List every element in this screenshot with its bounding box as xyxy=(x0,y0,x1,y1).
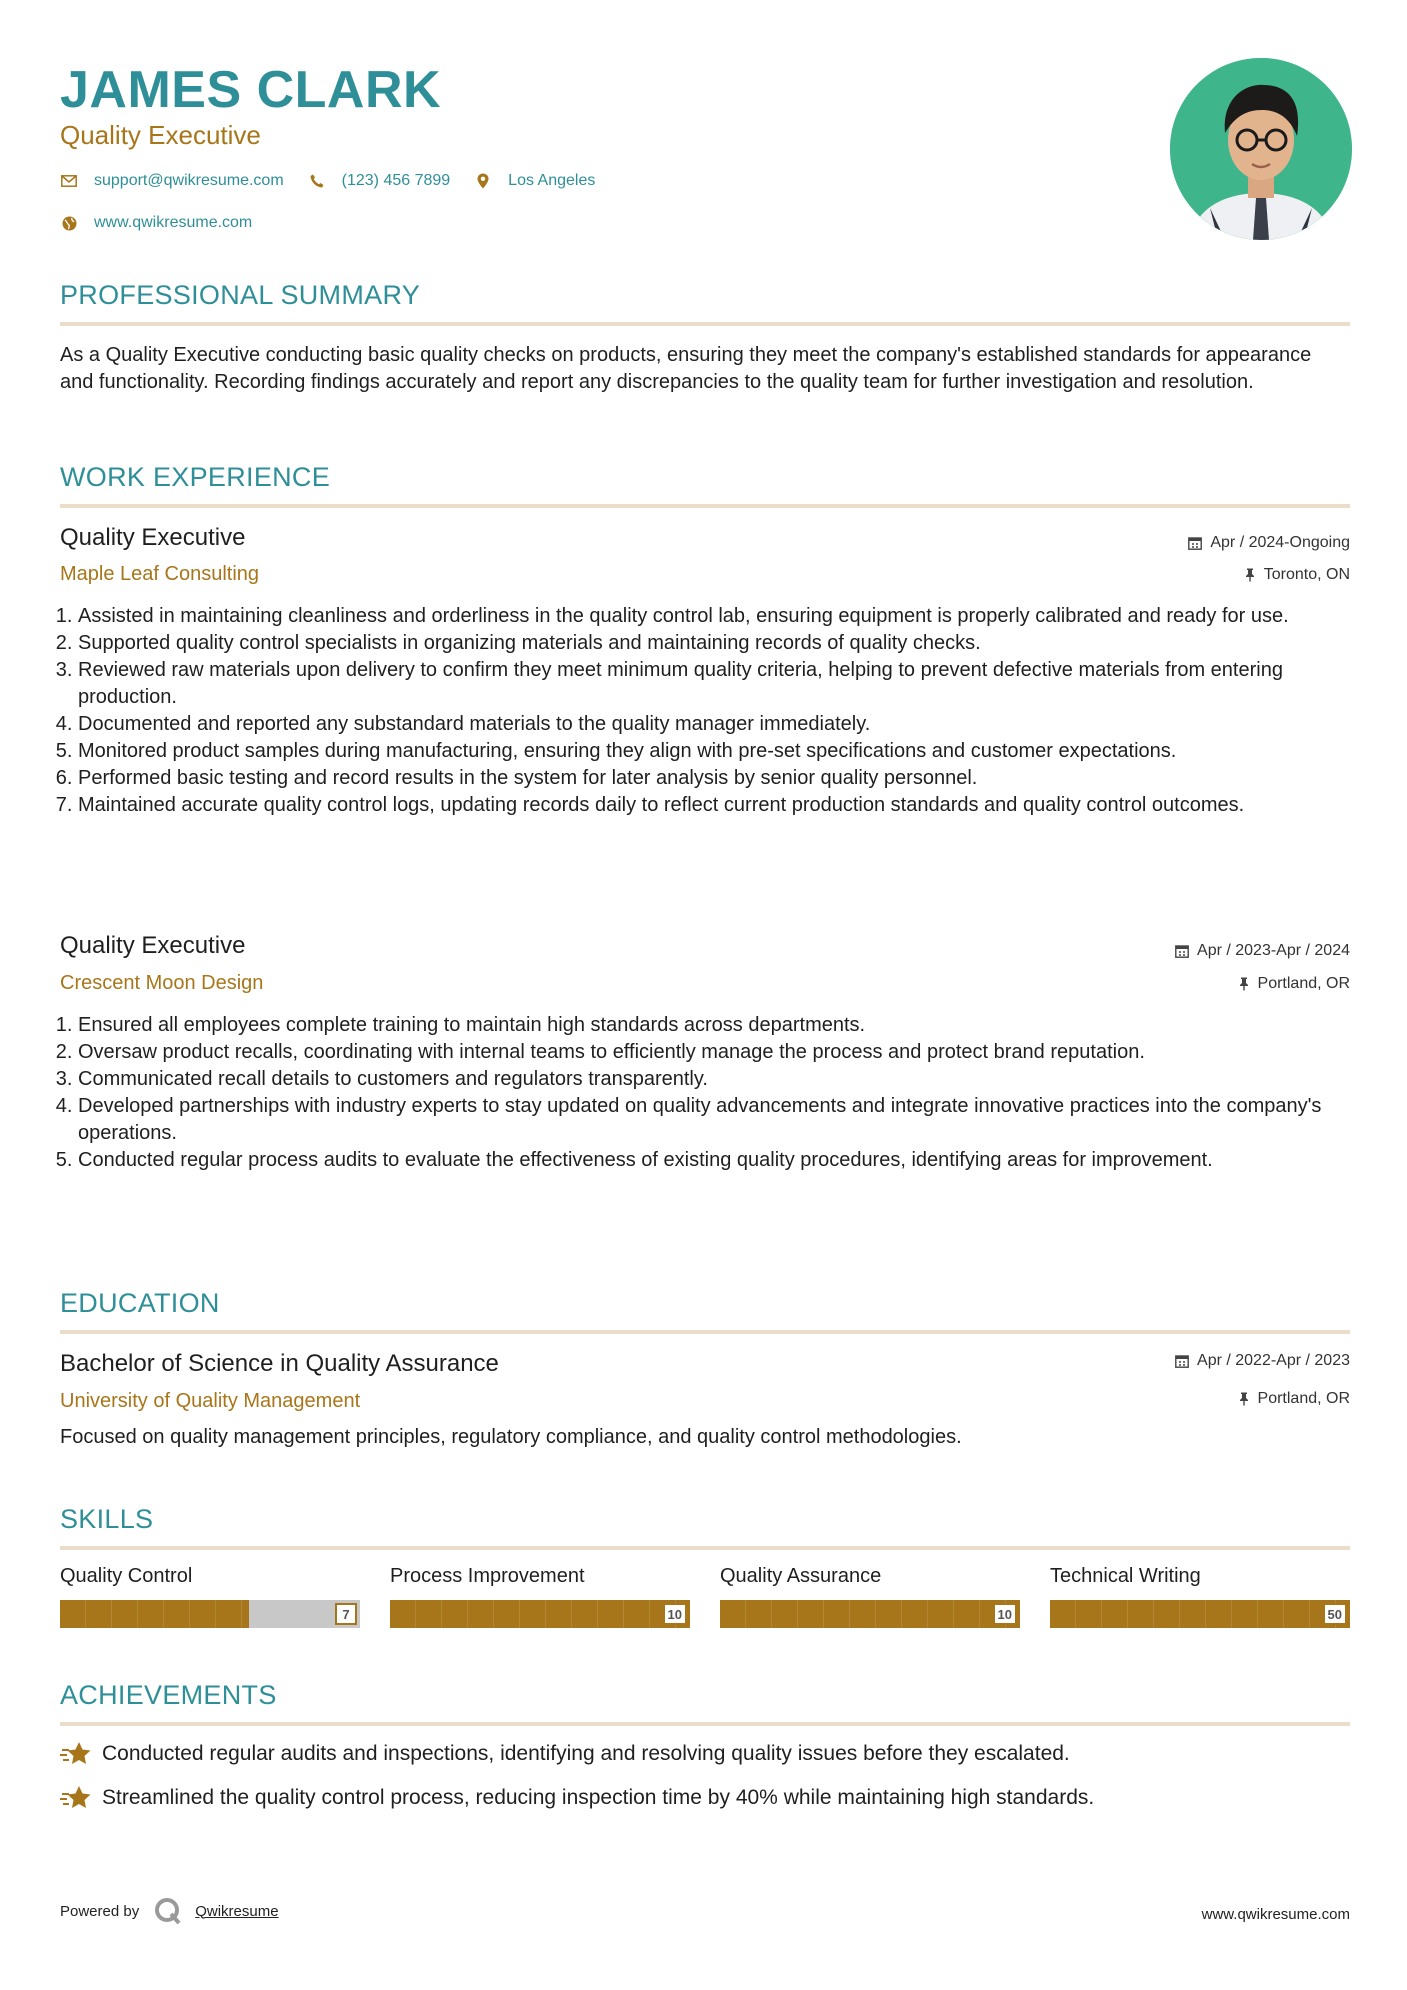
phone-icon xyxy=(308,172,326,190)
skill-bar xyxy=(60,1600,360,1628)
skill-item xyxy=(390,1562,690,1628)
list-item: 6. Performed basic testing and record results in the system for later analysis by senior quality personnel. xyxy=(78,765,1368,792)
avatar-illustration xyxy=(1170,58,1352,240)
skill-name: Technical Writing xyxy=(1050,1565,1201,1587)
profile-photo xyxy=(1170,58,1352,240)
achievement-text: Conducted regular audits and inspections, identifying and resolving quality issues before they escalated. xyxy=(102,1742,1070,1765)
section-heading-summary: PROFESSIONAL SUMMARY xyxy=(60,278,1350,326)
job-bullets xyxy=(60,603,1368,819)
job-company: Maple Leaf Consulting xyxy=(60,563,260,585)
resume-page xyxy=(60,0,1350,1990)
pin-icon xyxy=(1238,977,1250,991)
candidate-name: JAMES CLARK xyxy=(60,61,442,119)
skill-value: 50 xyxy=(1323,1603,1347,1625)
skill-fill xyxy=(1050,1600,1350,1628)
globe-icon xyxy=(60,214,78,232)
school-name: University of Quality Management xyxy=(60,1390,361,1412)
calendar-icon xyxy=(1175,944,1189,958)
job-company: Crescent Moon Design xyxy=(60,972,264,994)
job-bullets xyxy=(60,1012,1368,1174)
skill-name: Quality Control xyxy=(60,1565,193,1587)
skill-value: 10 xyxy=(663,1603,687,1625)
education-location xyxy=(1238,1388,1350,1410)
achievement-item xyxy=(60,1784,1094,1812)
phone-text: (123) 456 7899 xyxy=(341,172,451,189)
job-location xyxy=(1244,564,1350,586)
section-heading-skills: SKILLS xyxy=(60,1502,1350,1550)
skill-item xyxy=(60,1562,360,1628)
job-dates xyxy=(1188,532,1350,554)
list-item: 4. Developed partnerships with industry experts to stay updated on quality advancements and integrate innovative practices into the company's operations. xyxy=(78,1093,1368,1147)
list-item: 2. Oversaw product recalls, coordinating with internal teams to efficiently manage the process and protect brand reputation. xyxy=(78,1039,1368,1066)
list-item: 3. Communicated recall details to customers and regulators transparently. xyxy=(78,1066,1368,1093)
list-item: 5. Conducted regular process audits to evaluate the effectiveness of existing quality procedures, identifying areas for improvement. xyxy=(78,1147,1368,1174)
job-title: Quality Executive xyxy=(60,932,246,959)
degree-title: Bachelor of Science in Quality Assurance xyxy=(60,1350,499,1377)
list-item: 4. Documented and reported any substandard materials to the quality manager immediately. xyxy=(78,711,1368,738)
envelope-icon xyxy=(60,172,78,190)
skill-bar xyxy=(390,1600,690,1628)
contact-row xyxy=(60,172,619,190)
email-text: support@qwikresume.com xyxy=(94,172,284,189)
skill-value: 10 xyxy=(993,1603,1017,1625)
qwikresume-logo-icon xyxy=(153,1896,183,1926)
skill-bar xyxy=(720,1600,1020,1628)
education-dates-text: Apr / 2022-Apr / 2023 xyxy=(1197,1352,1350,1369)
skills-list xyxy=(60,1562,1350,1628)
skill-item xyxy=(720,1562,1020,1628)
skill-name: Quality Assurance xyxy=(720,1565,882,1587)
footer-powered-by xyxy=(60,1896,279,1926)
star-icon xyxy=(60,1741,92,1767)
list-item: 1. Ensured all employees complete training to maintain high standards across departments. xyxy=(78,1012,1368,1039)
calendar-icon xyxy=(1175,1354,1189,1368)
list-item: 7. Maintained accurate quality control logs, updating records daily to reflect current production standards and quality control outcomes. xyxy=(78,792,1368,819)
job-title: Quality Executive xyxy=(60,524,246,551)
job-location xyxy=(1238,973,1350,995)
education-dates xyxy=(1175,1350,1350,1372)
job-dates-text: Apr / 2024-Ongoing xyxy=(1210,534,1350,551)
list-item: 1. Assisted in maintaining cleanliness and orderliness in the quality control lab, ensuring equipment is properly calibrated and ready for use. xyxy=(78,603,1368,630)
qwikresume-link[interactable]: Qwikresume xyxy=(195,1902,279,1920)
pin-icon xyxy=(1244,568,1256,582)
section-heading-experience: WORK EXPERIENCE xyxy=(60,460,1350,508)
skill-fill xyxy=(390,1600,690,1628)
skill-fill xyxy=(720,1600,1020,1628)
job-location-text: Toronto, ON xyxy=(1263,566,1350,583)
pin-icon xyxy=(1238,1392,1250,1406)
map-pin-icon xyxy=(474,172,492,190)
powered-by-text: Powered by xyxy=(60,1902,140,1920)
list-item: 3. Reviewed raw materials upon delivery to confirm they meet minimum quality criteria, helping to prevent defective materials from entering production. xyxy=(78,657,1368,711)
contact-row-website xyxy=(60,214,276,232)
calendar-icon xyxy=(1188,536,1202,550)
education-location-text: Portland, OR xyxy=(1257,1390,1350,1407)
website-text: www.qwikresume.com xyxy=(94,214,253,231)
contact-phone[interactable] xyxy=(308,172,451,190)
list-item: 5. Monitored product samples during manufacturing, ensuring they align with pre-set specifications and customer expectations. xyxy=(78,738,1368,765)
achievement-text: Streamlined the quality control process, reducing inspection time by 40% while maintaining high standards. xyxy=(102,1786,1095,1809)
summary-text: As a Quality Executive conducting basic quality checks on products, ensuring they meet the company's established standards for appearance and functionality. Recording findings accurately and report any discrepancies to the quality team for further investigation and resolution. xyxy=(60,344,1312,393)
contact-email[interactable] xyxy=(60,172,284,190)
location-text: Los Angeles xyxy=(508,172,596,189)
candidate-title: Quality Executive xyxy=(60,120,261,150)
section-heading-education: EDUCATION xyxy=(60,1286,1350,1334)
skill-fill xyxy=(60,1600,249,1628)
skill-value: 7 xyxy=(335,1603,357,1625)
skill-item xyxy=(1050,1562,1350,1628)
section-heading-achievements: ACHIEVEMENTS xyxy=(60,1678,1350,1726)
skill-name: Process Improvement xyxy=(390,1565,585,1587)
skill-bar xyxy=(1050,1600,1350,1628)
achievement-item xyxy=(60,1740,1070,1768)
star-icon xyxy=(60,1785,92,1811)
contact-website[interactable] xyxy=(60,214,252,232)
footer-website[interactable]: www.qwikresume.com xyxy=(1201,1906,1350,1923)
job-dates xyxy=(1175,940,1350,962)
education-description: Focused on quality management principles, regulatory compliance, and quality control methodologies. xyxy=(60,1426,962,1448)
contact-location xyxy=(474,172,595,190)
list-item: 2. Supported quality control specialists in organizing materials and maintaining records of quality checks. xyxy=(78,630,1368,657)
job-location-text: Portland, OR xyxy=(1257,975,1350,992)
job-dates-text: Apr / 2023-Apr / 2024 xyxy=(1197,942,1350,959)
